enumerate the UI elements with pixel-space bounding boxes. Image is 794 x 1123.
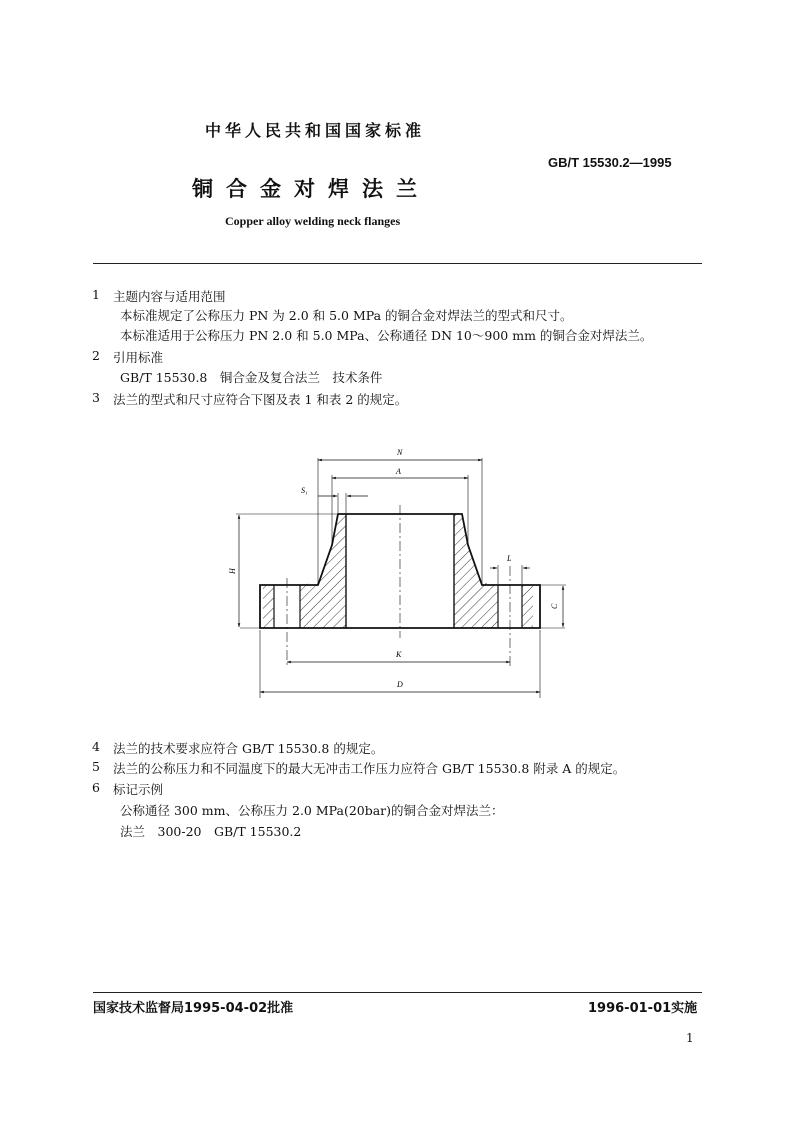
footer-divider <box>93 992 702 993</box>
standard-name: 中华人民共和国国家标准 <box>205 121 426 140</box>
section-3-number: 3 <box>92 390 100 405</box>
label-S1: S₁ <box>301 486 308 495</box>
section-4-text: 法兰的技术要求应符合 GB/T 15530.8 的规定。 <box>113 741 384 756</box>
page-number: 1 <box>686 1031 694 1045</box>
left-bolt-section <box>263 585 274 628</box>
section-1-heading: 主题内容与适用范围 <box>113 289 226 304</box>
section-1-paragraph-1: 本标准规定了公称压力 PN 为 2.0 和 5.0 MPa 的铜合金对焊法兰的型式和尺寸。 <box>120 308 573 323</box>
right-bolt-section <box>522 585 533 628</box>
section-6-number: 6 <box>92 780 100 795</box>
header-divider <box>93 263 702 264</box>
section-4-number: 4 <box>92 739 100 754</box>
section-5-number: 5 <box>92 759 100 774</box>
document-title: 铜合金对焊法兰 <box>192 177 430 201</box>
section-2-reference: GB/T 15530.8 铜合金及复合法兰 技术条件 <box>120 370 383 385</box>
section-1-number: 1 <box>92 287 100 302</box>
section-2-heading: 引用标准 <box>113 350 164 365</box>
flange-drawing <box>225 440 585 710</box>
label-K: K <box>396 650 402 659</box>
label-L: L <box>507 554 512 563</box>
section-5-text: 法兰的公称压力和不同温度下的最大无冲击工作压力应符合 GB/T 15530.8 附录 A 的规定。 <box>113 761 626 776</box>
section-1-paragraph-2: 本标准适用于公称压力 PN 2.0 和 5.0 MPa、公称通径 DN 10～900 mm 的铜合金对焊法兰。 <box>120 328 653 343</box>
label-N: N <box>397 448 403 457</box>
approval-date: 国家技术监督局1995-04-02批准 <box>93 1001 294 1016</box>
implementation-date: 1996-01-01实施 <box>588 1001 698 1016</box>
section-3-text: 法兰的型式和尺寸应符合下图及表 1 和表 2 的规定。 <box>113 392 408 407</box>
section-6-heading: 标记示例 <box>113 782 164 797</box>
document-title-english: Copper alloy welding neck flanges <box>225 214 401 228</box>
section-2-number: 2 <box>92 348 100 363</box>
label-C: C <box>550 603 559 609</box>
standard-code: GB/T 15530.2—1995 <box>548 155 672 170</box>
label-D: D <box>397 680 403 689</box>
right-hub-section <box>454 514 498 628</box>
label-A: A <box>396 467 401 476</box>
section-6-marking: 法兰 300-20 GB/T 15530.2 <box>120 824 302 839</box>
label-H: H <box>228 568 237 574</box>
section-6-example: 公称通径 300 mm、公称压力 2.0 MPa(20bar)的铜合金对焊法兰： <box>120 803 504 818</box>
